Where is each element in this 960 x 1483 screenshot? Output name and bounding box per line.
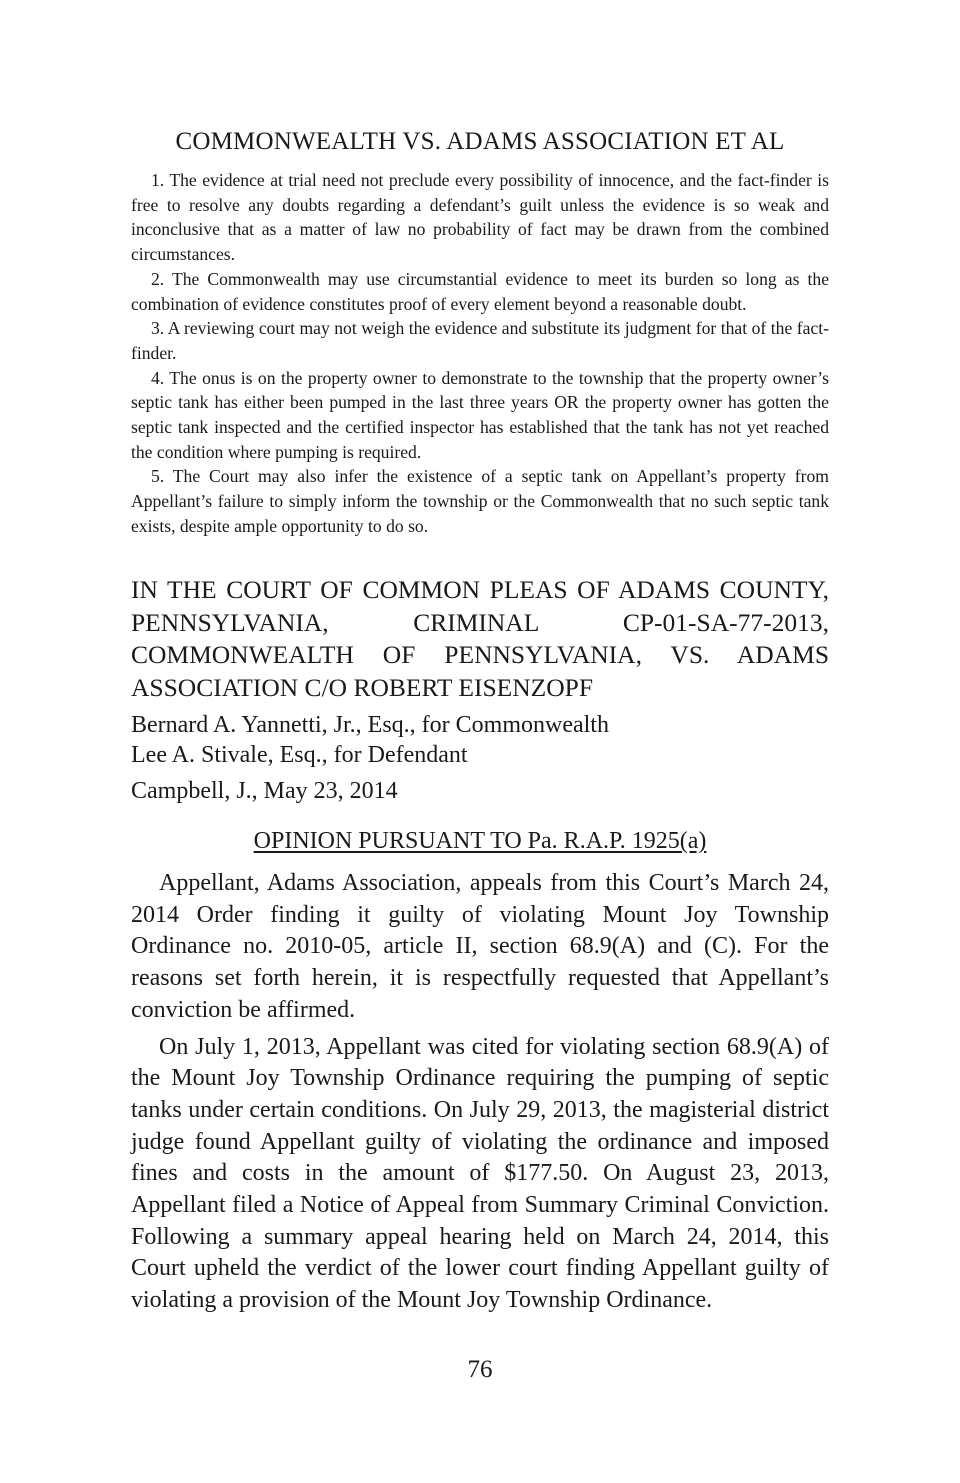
headnote: 2. The Commonwealth may use circumstantial evidence to meet its burden so long as the combination of evidence constitutes proof of every element beyond a reasonable doubt. bbox=[131, 268, 829, 314]
case-caption: IN THE COURT OF COMMON PLEAS OF ADAMS COUNTY, PENNSYLVANIA, CRIMINAL CP-01-SA-77-2013, COMMONWEALTH OF PENNSYLVANIA, VS. ADAMS ASSOCIATION C/O ROBERT EISENZOPF bbox=[131, 575, 829, 702]
counsel-line: Bernard A. Yannetti, Jr., Esq., for Commonwealth bbox=[131, 712, 609, 738]
headnote: 4. The onus is on the property owner to demonstrate to the township that the property owner’s septic tank has either been pumped in the last three years OR the property owner has gotten the septic tank inspected and the certified inspector has established that the tank has not yet reached the condition where pumping is required. bbox=[131, 367, 829, 462]
running-head: COMMONWEALTH VS. ADAMS ASSOCIATION ET AL bbox=[175, 128, 785, 155]
counsel-list bbox=[131, 710, 829, 770]
headnotes bbox=[131, 168, 829, 539]
opinion-body bbox=[131, 868, 829, 1322]
body-paragraph: Appellant, Adams Association, appeals from this Court’s March 24, 2014 Order finding it guilty of violating Mount Joy Township Ordinance no. 2010-05, article II, section 68.9(A) and (C). For the reasons set forth herein, it is respectfully requested that Appellant’s conviction be affirmed. bbox=[131, 870, 829, 1023]
body-paragraph: On July 1, 2013, Appellant was cited for violating section 68.9(A) of the Mount Joy Township Ordinance requiring the pumping of septic tanks under certain conditions. On July 29, 2013, the magisterial district judge found Appellant guilty of violating the ordinance and imposed fines and costs in the amount of $177.50. On August 23, 2013, Appellant filed a Notice of Appeal from Summary Criminal Conviction. Following a summary appeal hearing held on March 24, 2014, this Court upheld the verdict of the lower court finding Appellant guilty of violating a provision of the Mount Joy Township Ordinance. bbox=[131, 1033, 829, 1314]
headnote: 3. A reviewing court may not weigh the evidence and substitute its judgment for that of the fact-finder. bbox=[131, 318, 829, 363]
counsel-line: Lee A. Stivale, Esq., for Defendant bbox=[131, 742, 468, 768]
judge-date-line: Campbell, J., May 23, 2014 bbox=[131, 778, 398, 804]
page-number: 76 bbox=[467, 1356, 493, 1383]
headnote: 5. The Court may also infer the existence of a septic tank on Appellant’s property from Appellant’s failure to simply inform the township or the Commonwealth that no such septic tank exists, despite ample opportunity to do so. bbox=[131, 466, 829, 536]
headnote: 1. The evidence at trial need not preclude every possibility of innocence, and the fact-finder is free to resolve any doubts regarding a defendant’s guilt unless the evidence is so weak and inconclusive that as a matter of law no probability of fact may be drawn from the combined circumstances. bbox=[131, 170, 829, 265]
opinion-title: OPINION PURSUANT TO Pa. R.A.P. 1925(a) bbox=[253, 828, 707, 854]
